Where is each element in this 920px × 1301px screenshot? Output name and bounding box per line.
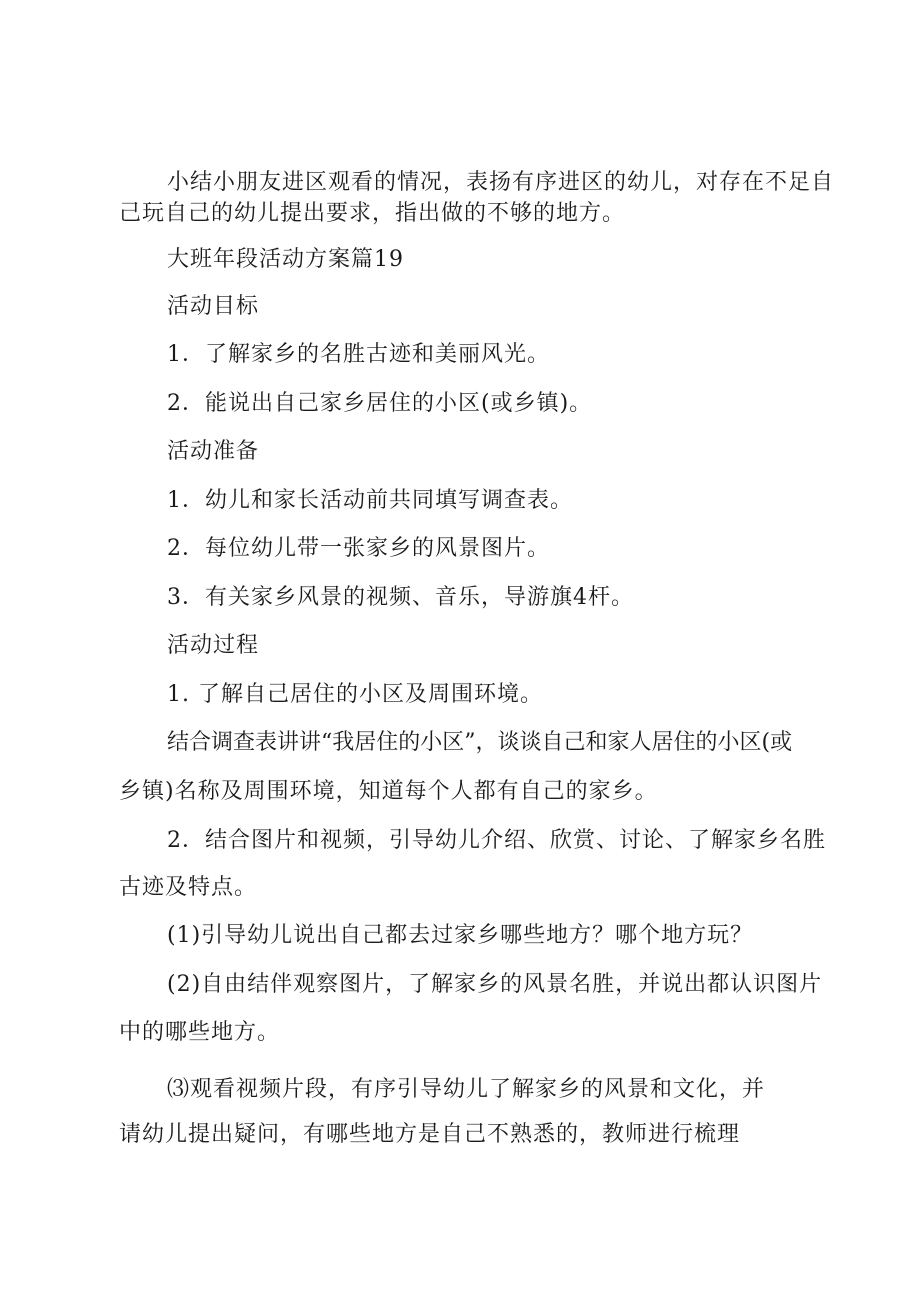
process-step-2-line-2: 古迹及特点。 <box>119 875 258 900</box>
paragraph-summary-line-1: 小结小朋友进区观看的情况，表扬有序进区的幼儿，对存在不足自 <box>167 170 835 195</box>
process-step-1: 1. 了解自己居住的小区及周围环境。 <box>167 682 543 707</box>
process-substep-2-line-1: (2)自由结伴观察图片，了解家乡的风景名胜，并说出都认识图片 <box>167 972 823 997</box>
goal-item-1: 1．了解家乡的名胜古迹和美丽风光。 <box>167 342 550 367</box>
heading-activity-preparation: 活动准备 <box>167 439 260 464</box>
goal-item-2: 2．能说出自己家乡居住的小区(或乡镇)。 <box>167 391 593 416</box>
process-substep-3-line-2: 请幼儿提出疑问，有哪些地方是自己不熟悉的，教师进行梳理 <box>119 1122 741 1147</box>
process-substep-2-line-2: 中的哪些地方。 <box>119 1020 281 1045</box>
process-step-2-line-1: 2．结合图片和视频，引导幼儿介绍、欣赏、讨论、了解家乡名胜 <box>167 828 826 853</box>
preparation-item-3: 3．有关家乡风景的视频、音乐，导游旗4杆。 <box>167 585 634 610</box>
preparation-item-1: 1．幼儿和家长活动前共同填写调查表。 <box>167 488 573 513</box>
process-step-1-detail-line-2: 乡镇)名称及周围环境，知道每个人都有自己的家乡。 <box>119 779 658 804</box>
process-substep-3-line-1: ⑶观看视频片段，有序引导幼儿了解家乡的风景和文化，并 <box>167 1077 766 1102</box>
heading-activity-process: 活动过程 <box>167 633 260 658</box>
process-step-1-detail-line-1: 结合调查表讲讲“我居住的小区”，谈谈自己和家人居住的小区(或 <box>167 730 793 755</box>
paragraph-summary-line-2: 己玩自己的幼儿提出要求，指出做的不够的地方。 <box>119 201 626 226</box>
section-heading: 大班年段活动方案篇19 <box>167 247 404 272</box>
preparation-item-2: 2．每位幼儿带一张家乡的风景图片。 <box>167 536 550 561</box>
heading-activity-goals: 活动目标 <box>167 294 260 319</box>
process-substep-1: (1)引导幼儿说出自己都去过家乡哪些地方？哪个地方玩？ <box>167 923 754 948</box>
